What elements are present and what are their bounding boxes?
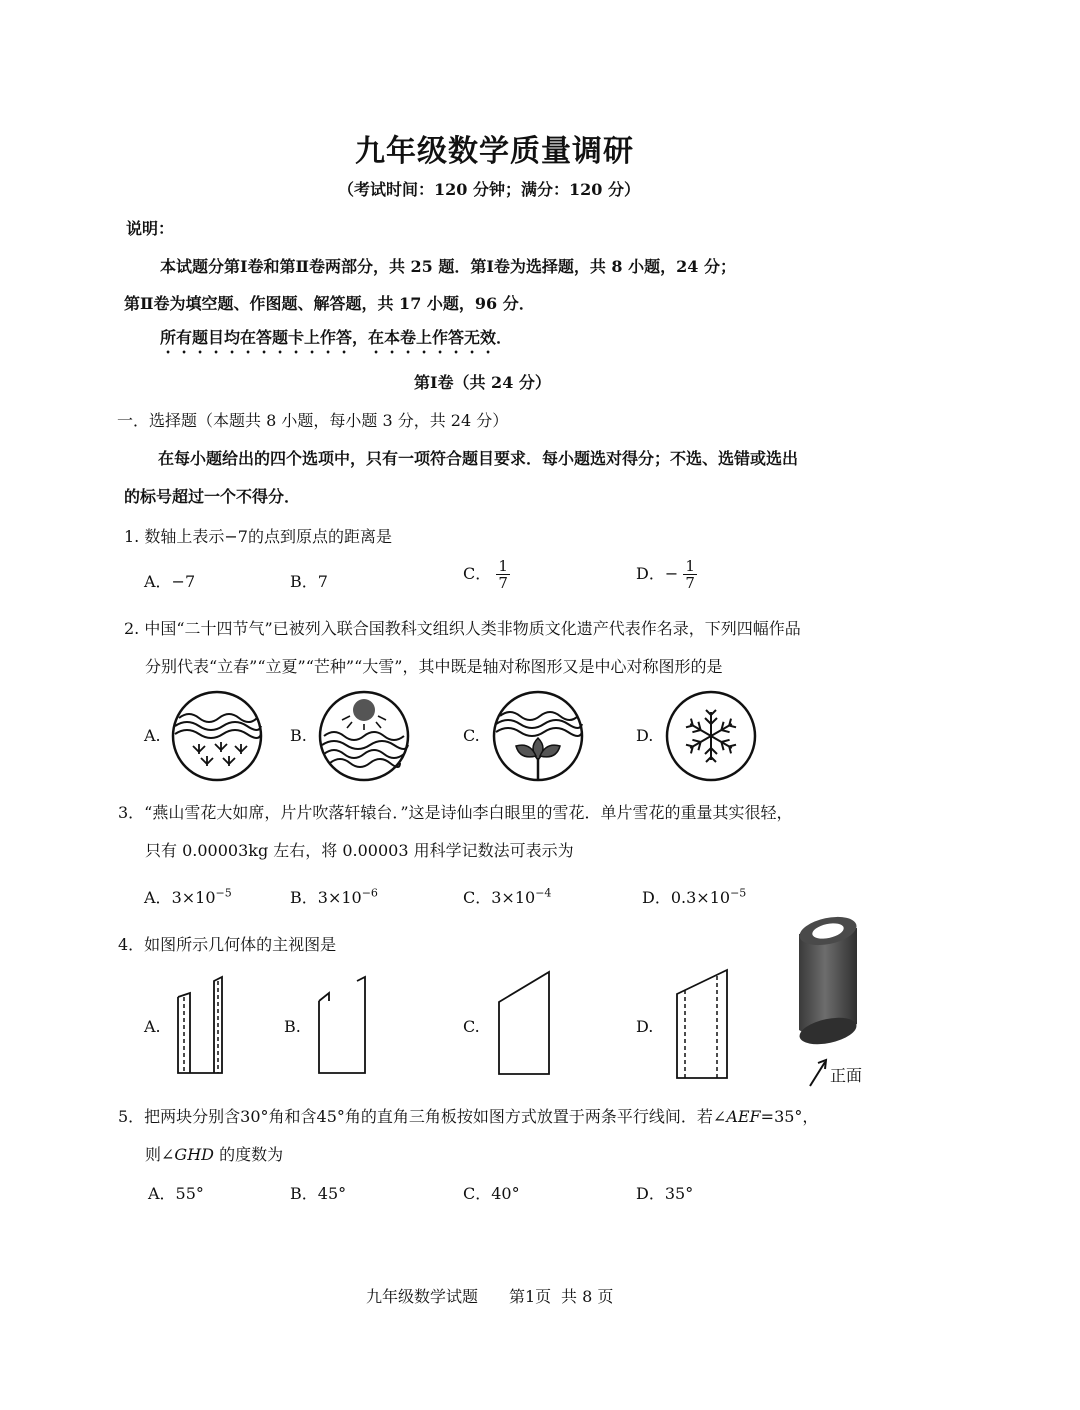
- option-c: C． $\frac{1}{7}$: [463, 557, 508, 592]
- instructions-line: 第Ⅱ卷为填空题、作图题、解答题，共 17 小题，96 分．: [124, 294, 535, 313]
- page-number: 第1页: [509, 1287, 552, 1306]
- page-title: 九年级数学质量调研: [355, 134, 634, 169]
- option-c: C.: [463, 1017, 480, 1036]
- section-rule: 的标号超过一个不得分．: [124, 487, 301, 506]
- lixia-icon: [318, 690, 410, 782]
- option-b: B．45°: [290, 1184, 347, 1203]
- front-view-b: [317, 975, 369, 1075]
- mangzhong-icon: [492, 690, 584, 782]
- option-a: A．−7: [144, 572, 196, 591]
- option-b: B.: [290, 726, 307, 745]
- question-stem: 4．如图所示几何体的主视图是: [118, 935, 337, 954]
- option-d: D.: [636, 726, 654, 745]
- option-d: D．− $\frac{1}{7}$: [636, 557, 695, 592]
- question-stem: 分别代表“立春”“立夏”“芒种”“大雪”，其中既是轴对称图形又是中心对称图形的是: [145, 657, 723, 676]
- page-total: 共 8 页: [561, 1287, 614, 1306]
- fraction: $\frac{1}{7}$: [685, 557, 695, 592]
- option-c: C．40°: [463, 1184, 520, 1203]
- option-d: D.: [636, 1017, 654, 1036]
- front-view-d: [675, 968, 731, 1080]
- option-b: B．7: [290, 572, 328, 591]
- instructions-line: 所有题目均在答题卡上作答，在本卷上作答无效．: [160, 328, 513, 347]
- question-stem: 只有 0.00003kg 左右，将 0.00003 用科学记数法可表示为: [145, 841, 574, 860]
- option-d: D．35°: [636, 1184, 694, 1203]
- fraction: $\frac{1}{7}$: [498, 557, 508, 592]
- exam-info: （考试时间：120 分钟；满分：120 分）: [338, 180, 640, 199]
- front-view-c: [497, 970, 553, 1078]
- tube-solid-figure: [795, 912, 865, 1052]
- front-direction-label: 正面: [830, 1066, 863, 1085]
- question-stem: 3．“燕山雪花大如席，片片吹落轩辕台．”这是诗仙李白眼里的雪花．单片雪花的重量其实很轻，: [118, 803, 793, 822]
- question-stem: 1. 数轴上表示−7的点到原点的距离是: [124, 527, 392, 546]
- option-c: C.: [463, 726, 480, 745]
- option-a: A.: [144, 1017, 161, 1036]
- question-stem: 2. 中国“二十四节气”已被列入联合国教科文组织人类非物质文化遗产代表作名录，下列四幅作品: [124, 619, 801, 638]
- option-a: A.: [144, 726, 161, 745]
- option-b: B．$3\times 10^{-6}$: [290, 886, 378, 907]
- daxue-icon: [665, 690, 757, 782]
- option-c: C．$3\times 10^{-4}$: [463, 886, 552, 907]
- section-part-heading: 一．选择题（本题共 8 小题，每小题 3 分，共 24 分）: [117, 411, 509, 430]
- instructions-heading: 说明：: [126, 219, 175, 238]
- question-stem: 5．把两块分别含30°角和含45°角的直角三角板按如图方式放置于两条平行线间．若∠AEF=35°，: [118, 1107, 819, 1126]
- option-a: A．55°: [148, 1184, 204, 1203]
- question-stem: 则∠GHD 的度数为: [145, 1145, 284, 1164]
- front-view-a: [176, 975, 228, 1075]
- lichun-icon: [171, 690, 263, 782]
- footer-title: 九年级数学试题: [366, 1287, 479, 1306]
- section-rule: 在每小题给出的四个选项中，只有一项符合题目要求．每小题选对得分；不选、选错或选出: [158, 449, 799, 468]
- option-d: D．$0.3\times 10^{-5}$: [642, 886, 747, 907]
- arrow-icon: [808, 1058, 830, 1088]
- option-a: A．$3\times 10^{-5}$: [144, 886, 232, 907]
- instructions-line: 本试题分第Ⅰ卷和第Ⅱ卷两部分，共 25 题．第Ⅰ卷为选择题，共 8 小题，24 分；: [160, 257, 736, 276]
- section-title: 第Ⅰ卷（共 24 分）: [414, 373, 551, 392]
- option-b: B.: [284, 1017, 301, 1036]
